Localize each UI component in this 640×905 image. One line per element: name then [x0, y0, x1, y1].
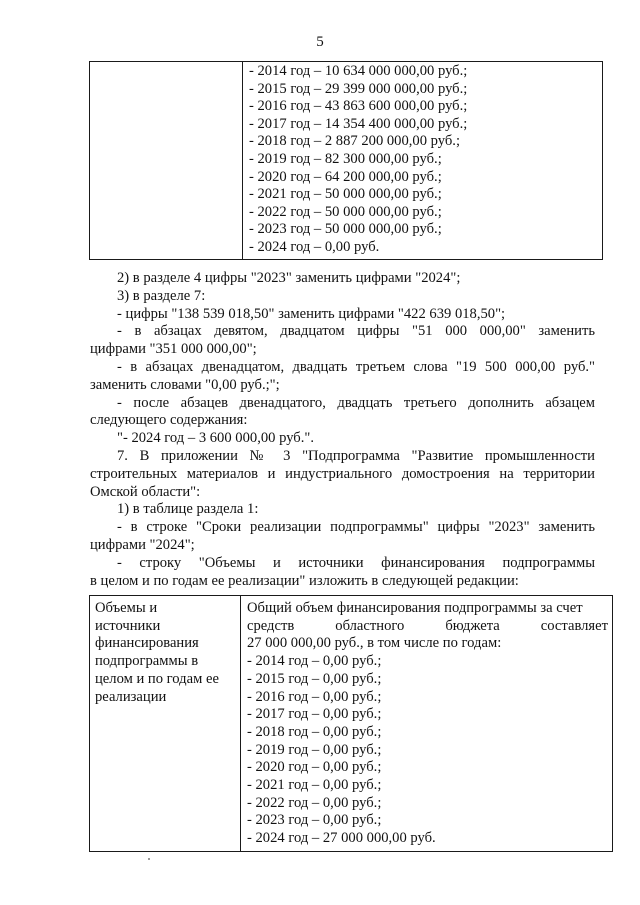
year-amount-line: - 2024 год – 27 000 000,00 руб. — [247, 830, 436, 847]
paragraph-continuation: следующего содержания: — [90, 412, 248, 429]
year-amount-line: - 2014 год – 0,00 руб.; — [247, 653, 382, 670]
year-amount-line: - 2020 год – 0,00 руб.; — [247, 759, 382, 776]
table-cell-left — [90, 62, 243, 260]
amendment-text — [90, 270, 595, 590]
year-amount-line: - 2015 год – 0,00 руб.; — [247, 670, 382, 687]
year-amount-line: - 2017 год – 0,00 руб.; — [247, 706, 382, 723]
paragraph-continuation: цифрами "351 000 000,00"; — [90, 341, 257, 358]
paragraph-continuation: в целом и по годам ее реализации" изложить в следующей редакции: — [90, 572, 519, 589]
row-label-line: реализации — [95, 688, 167, 705]
paragraph: 7. В приложении № 3 "Подпрограмма "Развитие промышленности — [117, 447, 595, 464]
year-amount-line: - 2017 год – 14 354 400 000,00 руб.; — [249, 115, 468, 132]
total-funding-line: 27 000 000,00 руб., в том числе по годам: — [247, 635, 502, 652]
year-amount-line: - 2022 год – 50 000 000,00 руб.; — [249, 203, 442, 220]
total-funding-line: Общий объем финансирования подпрограммы за счет — [247, 600, 583, 616]
year-amount-line: - 2022 год – 0,00 руб.; — [247, 794, 382, 811]
year-amount-line: - 2023 год – 0,00 руб.; — [247, 812, 382, 829]
year-amount-line: - 2019 год – 0,00 руб.; — [247, 741, 382, 758]
year-amount-line: - 2018 год – 0,00 руб.; — [247, 723, 382, 740]
paragraph-continuation: строительных материалов и индустриального домостроения на территории — [90, 465, 595, 482]
table-row — [90, 62, 603, 260]
year-amount-line: - 2016 год – 43 863 600 000,00 руб.; — [249, 98, 468, 115]
row-label-line: источники — [95, 617, 161, 634]
table-cell-right — [243, 62, 603, 260]
row-label-line: Объемы и — [95, 600, 158, 616]
year-amount-line: - 2016 год – 0,00 руб.; — [247, 688, 382, 705]
year-amount-line: - 2014 год – 10 634 000 000,00 руб.; — [249, 63, 468, 79]
funding-table-new — [89, 595, 613, 852]
year-amount-line: - 2020 год – 64 200 000,00 руб.; — [249, 168, 442, 185]
paragraph: - в абзацах двенадцатом, двадцать третьем слова "19 500 000,00 руб." — [117, 358, 595, 375]
year-amount-line: - 2018 год – 2 887 200 000,00 руб.; — [249, 133, 461, 150]
paragraph: - в строке "Сроки реализации подпрограммы" цифры "2023" заменить — [117, 519, 595, 536]
page-number: 5 — [316, 34, 324, 50]
paragraph: - в абзацах девятом, двадцатом цифры "51 000 000,00" заменить — [117, 323, 595, 340]
paragraph-continuation: Омской области": — [90, 483, 201, 500]
paragraph: 2) в разделе 4 цифры "2023" заменить цифрами "2024"; — [117, 270, 461, 286]
row-label-line: целом и по годам ее — [95, 670, 219, 687]
table-cell-label — [90, 596, 241, 852]
scan-speck — [148, 858, 150, 860]
table-cell-value — [241, 596, 613, 852]
row-label-line: подпрограммы в — [95, 653, 199, 670]
year-amount-line: - 2024 год – 0,00 руб. — [249, 238, 380, 255]
year-amount-line: - 2015 год – 29 399 000 000,00 руб.; — [249, 80, 468, 97]
year-amount-line: - 2021 год – 0,00 руб.; — [247, 777, 382, 794]
paragraph: - цифры "138 539 018,50" заменить цифрами "422 639 018,50"; — [117, 305, 506, 322]
year-amount-line: - 2023 год – 50 000 000,00 руб.; — [249, 221, 442, 238]
year-amount-line: - 2019 год – 82 300 000,00 руб.; — [249, 150, 442, 167]
paragraph-continuation: цифрами "2024"; — [90, 536, 195, 553]
funding-table-continued — [89, 61, 603, 260]
total-funding-line: средств областного бюджета составляет — [247, 617, 608, 634]
paragraph: "- 2024 год – 3 600 000,00 руб.". — [117, 430, 314, 447]
paragraph: - строку "Объемы и источники финансирования подпрограммы — [117, 554, 595, 571]
paragraph-continuation: заменить словами "0,00 руб.;"; — [90, 376, 280, 393]
table-row — [90, 596, 613, 852]
paragraph: 3) в разделе 7: — [117, 287, 206, 304]
year-amount-line: - 2021 год – 50 000 000,00 руб.; — [249, 186, 442, 203]
paragraph: 1) в таблице раздела 1: — [117, 501, 259, 518]
paragraph: - после абзацев двенадцатого, двадцать третьего дополнить абзацем — [117, 394, 595, 411]
row-label-line: финансирования — [95, 635, 199, 652]
